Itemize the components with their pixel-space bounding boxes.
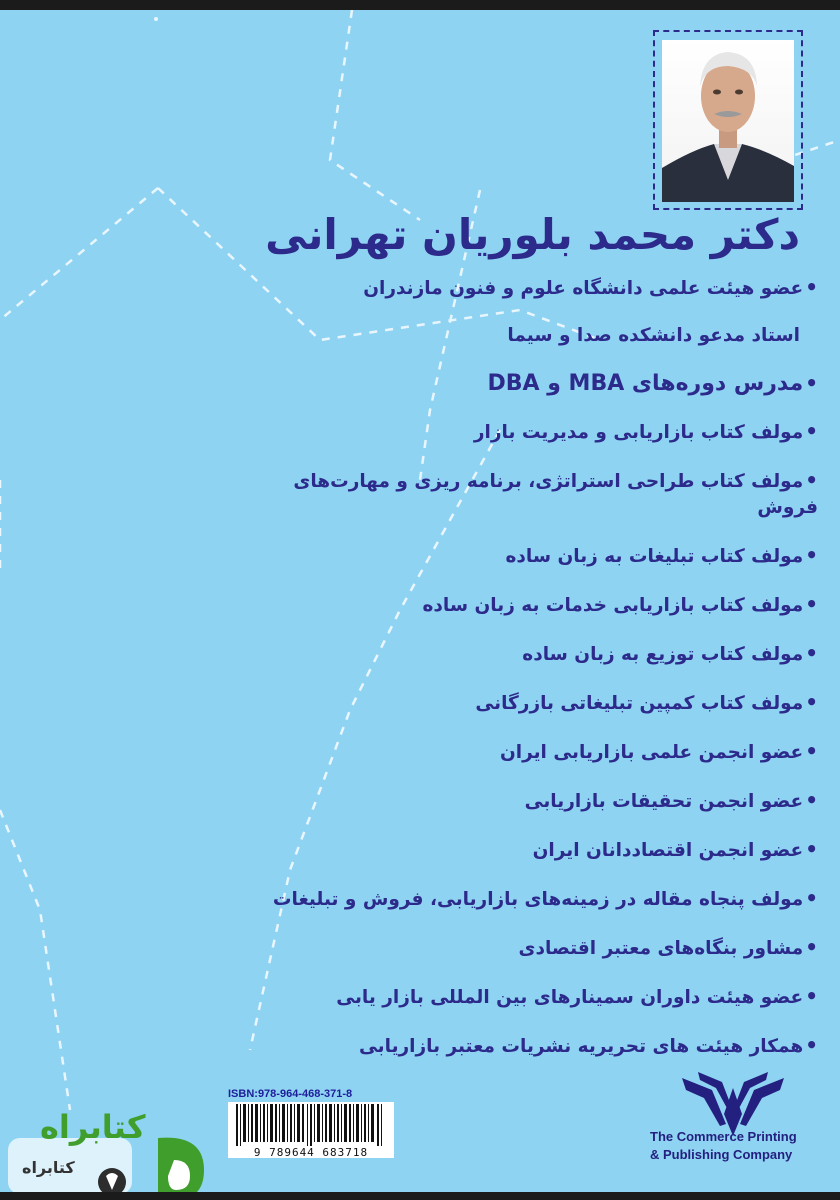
bio-item: •عضو انجمن اقتصاددانان ایران [532, 837, 818, 861]
ketabrah-watermark-small: کتابراه [22, 1158, 75, 1177]
barcode-digits: 9 789644 683718 [253, 1146, 369, 1159]
isbn-label: ISBN:978-964-468-371-8 [228, 1088, 353, 1100]
bio-item: •مولف پنجاه مقاله در زمینه‌های بازاریابی، فروش و تبلیغات [272, 886, 818, 910]
ketabrah-watermark-text: کتابراه [40, 1108, 146, 1146]
bio-item: •مولف کتاب توزیع به زبان ساده [522, 641, 818, 665]
publisher-name-line2: & Publishing Company [650, 1147, 793, 1162]
bio-item: •مولف کتاب تبلیغات به زبان ساده [505, 543, 818, 567]
author-photo [662, 40, 794, 202]
book-back-cover [0, 10, 840, 1192]
bio-item: •مدرس دوره‌های MBA و DBA [487, 371, 818, 396]
bio-item: •عضو هیئت داوران سمینارهای بین المللی بازار یابی [336, 984, 818, 1008]
bio-item: •مولف کتاب بازاریابی خدمات به زبان ساده [422, 592, 818, 616]
bio-item: استاد مدعو دانشکده صدا و سیما [507, 325, 800, 346]
bio-item: •عضو هیئت علمی دانشگاه علوم و فنون مازندران [363, 275, 818, 299]
bio-item: •مولف کتاب کمپین تبلیغاتی بازرگانی [475, 690, 818, 714]
bio-item: •مشاور بنگاه‌های معتبر اقتصادی [518, 935, 818, 959]
publisher-name-line1: The Commerce Printing [650, 1129, 797, 1144]
barcode-bars [228, 1102, 394, 1146]
author-name: دکتر محمد بلوریان تهرانی [265, 210, 800, 259]
bio-item: •همکار هیئت های تحریریه نشریات معتبر بازاریابی [358, 1033, 818, 1057]
bio-item: •عضو انجمن تحقیقات بازاریابی [524, 788, 818, 812]
publisher-name [650, 1128, 822, 1164]
bio-item: •مولف کتاب طراحی استراتژی، برنامه ریزی و مهارت‌های فروش [293, 468, 818, 518]
bio-item: •عضو انجمن علمی بازاریابی ایران [499, 739, 818, 763]
author-bio-list [258, 274, 818, 1081]
bio-item: •مولف کتاب بازاریابی و مدیریت بازار [473, 419, 818, 443]
